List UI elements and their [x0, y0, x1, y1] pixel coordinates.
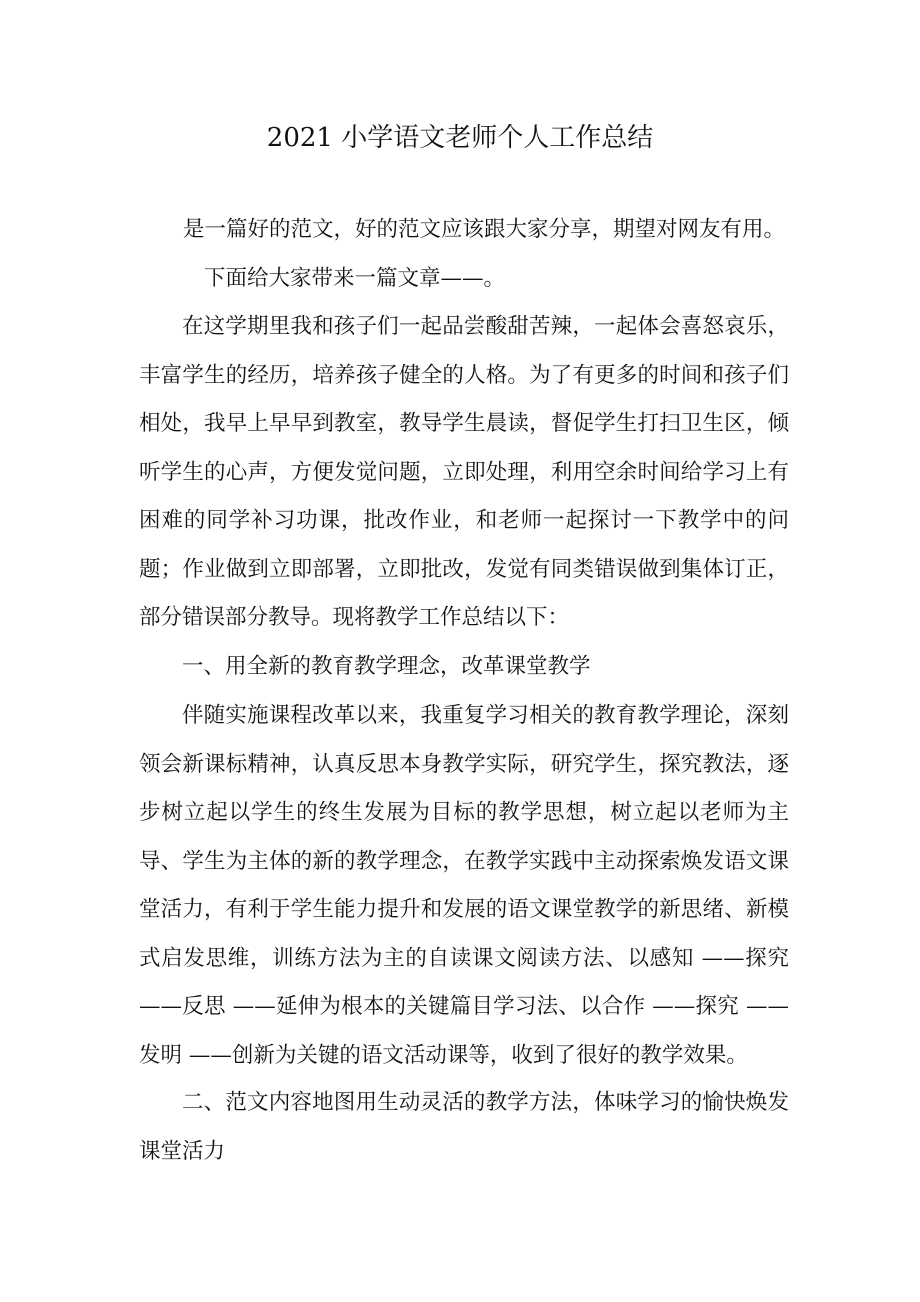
body-paragraph-1: 在这学期里我和孩子们一起品尝酸甜苦辣，一起体会喜怒哀乐，丰富学生的经历，培养孩子健全的人格。为了有更多的时间和孩子们相处，我早上早早到教室，教导学生晨读，督促学生打扫卫生区，倾听学生的心声，方便发觉问题，立即处理，利用空余时间给学习上有困难的同学补习功课，批改作业，和老师一起探讨一下教学中的问题；作业做到立即部署，立即批改，发觉有同类错误做到集体订正，部分错误部分教导。现将教学工作总结以下： [139, 314, 789, 630]
intro-line-2: 下面给大家带来一篇文章——。 [204, 266, 506, 291]
section-heading-2: 二、范文内容地图用生动灵活的教学方法，体味学习的愉快焕发课堂活力 [139, 1090, 789, 1164]
section-heading-1: 一、用全新的教育教学理念，改革课堂教学 [182, 654, 591, 679]
intro-line-1: 是一篇好的范文，好的范文应该跟大家分享，期望对网友有用。 [183, 217, 786, 242]
document-title: 2021 小学语文老师个人工作总结 [266, 123, 654, 153]
body-paragraph-2: 伴随实施课程改革以来，我重复学习相关的教育教学理论，深刻领会新课标精神，认真反思本身教学实际，研究学生，探究教法，逐步树立起以学生的终生发展为目标的教学思想，树立起以老师为主导、学生为主体的新的教学理念，在教学实践中主动探索焕发语文课堂活力，有利于学生能力提升和发展的语文课堂教学的新思绪、新模式启发思维，训练方法为主的自读课文阅读方法、以感知 ——探究 ——反思 ——延伸为根本的关键篇目学习法、以合作 ——探究 ——发明 ——创新为关键的语文活动课等，收到了很好的教学效果。 [139, 703, 789, 1068]
